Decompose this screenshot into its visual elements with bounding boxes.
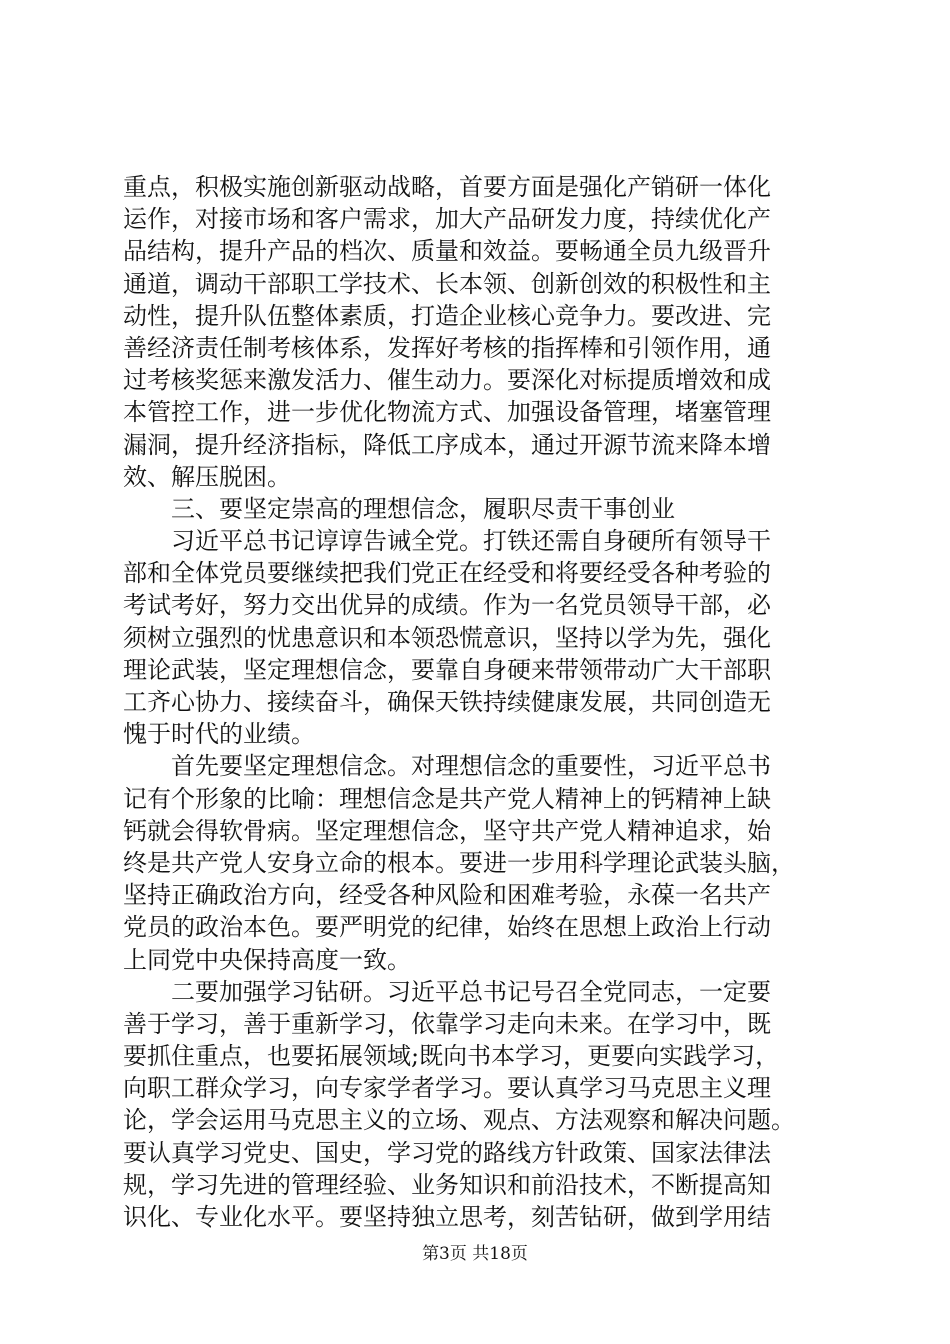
text-line: 要认真学习党史、国史，学习党的路线方针政策、国家法律法 [123,1138,771,1167]
text-line: 本管控工作，进一步优化物流方式、加强设备管理，堵塞管理 [123,398,771,427]
text-line: 善于学习，善于重新学习，依靠学习走向未来。在学习中，既 [123,1009,771,1038]
text-line: 品结构，提升产品的档次、质量和效益。要畅通全员九级晋升 [123,237,771,266]
text-line: 钙就会得软骨病。坚定理想信念，坚守共产党人精神追求，始 [123,816,771,845]
text-line: 动性，提升队伍整体素质，打造企业核心竞争力。要改进、完 [123,301,771,330]
text-line: 识化、专业化水平。要坚持独立思考，刻苦钻研，做到学用结 [123,1203,771,1231]
text-line: 善经济责任制考核体系，发挥好考核的指挥棒和引领作用，通 [123,333,771,362]
text-line: 首先要坚定理想信念。对理想信念的重要性，习近平总书 [123,752,771,781]
text-line: 记有个形象的比喻：理想信念是共产党人精神上的钙精神上缺 [123,784,771,813]
text-line: 坚持正确政治方向，经受各种风险和困难考验，永葆一名共产 [123,881,771,910]
text-line: 终是共产党人安身立命的根本。要进一步用科学理论武装头脑， [123,848,795,877]
text-line: 须树立强烈的忧患意识和本领恐慌意识，坚持以学为先，强化 [123,623,771,652]
text-line: 二要加强学习钻研。习近平总书记号召全党同志，一定要 [123,977,771,1006]
text-line: 过考核奖惩来激发活力、催生动力。要深化对标提质增效和成 [123,366,771,395]
text-line: 工齐心协力、接续奋斗，确保天铁持续健康发展，共同创造无 [123,688,771,716]
text-line: 要抓住重点，也要拓展领域;既向书本学习，更要向实践学习， [123,1042,780,1071]
text-line: 考试考好，努力交出优异的成绩。作为一名党员领导干部，必 [123,591,771,620]
text-line: 上同党中央保持高度一致。 [123,945,411,974]
text-line: 理论武装，坚定理想信念，要靠自身硬来带领带动广大干部职 [123,655,771,684]
text-line: 规，学习先进的管理经验、业务知识和前沿技术，不断提高知 [123,1170,771,1199]
text-line: 效、解压脱困。 [123,462,291,491]
text-line: 漏洞，提升经济指标，降低工序成本，通过开源节流来降本增 [123,430,771,459]
text-line: 党员的政治本色。要严明党的纪律，始终在思想上政治上行动 [123,913,771,942]
text-line: 三、要坚定崇高的理想信念，履职尽责干事创业 [123,494,675,523]
text-line: 重点，积极实施创新驱动战略，首要方面是强化产销研一体化 [123,173,771,201]
text-line: 习近平总书记谆谆告诫全党。打铁还需自身硬所有领导干 [123,527,771,556]
body-text [123,171,843,1233]
text-line: 论，学会运用马克思主义的立场、观点、方法观察和解决问题。 [123,1106,795,1135]
page-footer: 第3页 共18页 [422,1244,528,1264]
text-line: 愧于时代的业绩。 [123,720,315,749]
text-line: 向职工群众学习，向专家学者学习。要认真学习马克思主义理 [123,1074,771,1103]
text-line: 运作，对接市场和客户需求，加大产品研发力度，持续优化产 [123,205,771,234]
text-line: 部和全体党员要继续把我们党正在经受和将要经受各种考验的 [123,559,771,588]
text-line: 通道，调动干部职工学技术、长本领、创新创效的积极性和主 [123,269,771,298]
